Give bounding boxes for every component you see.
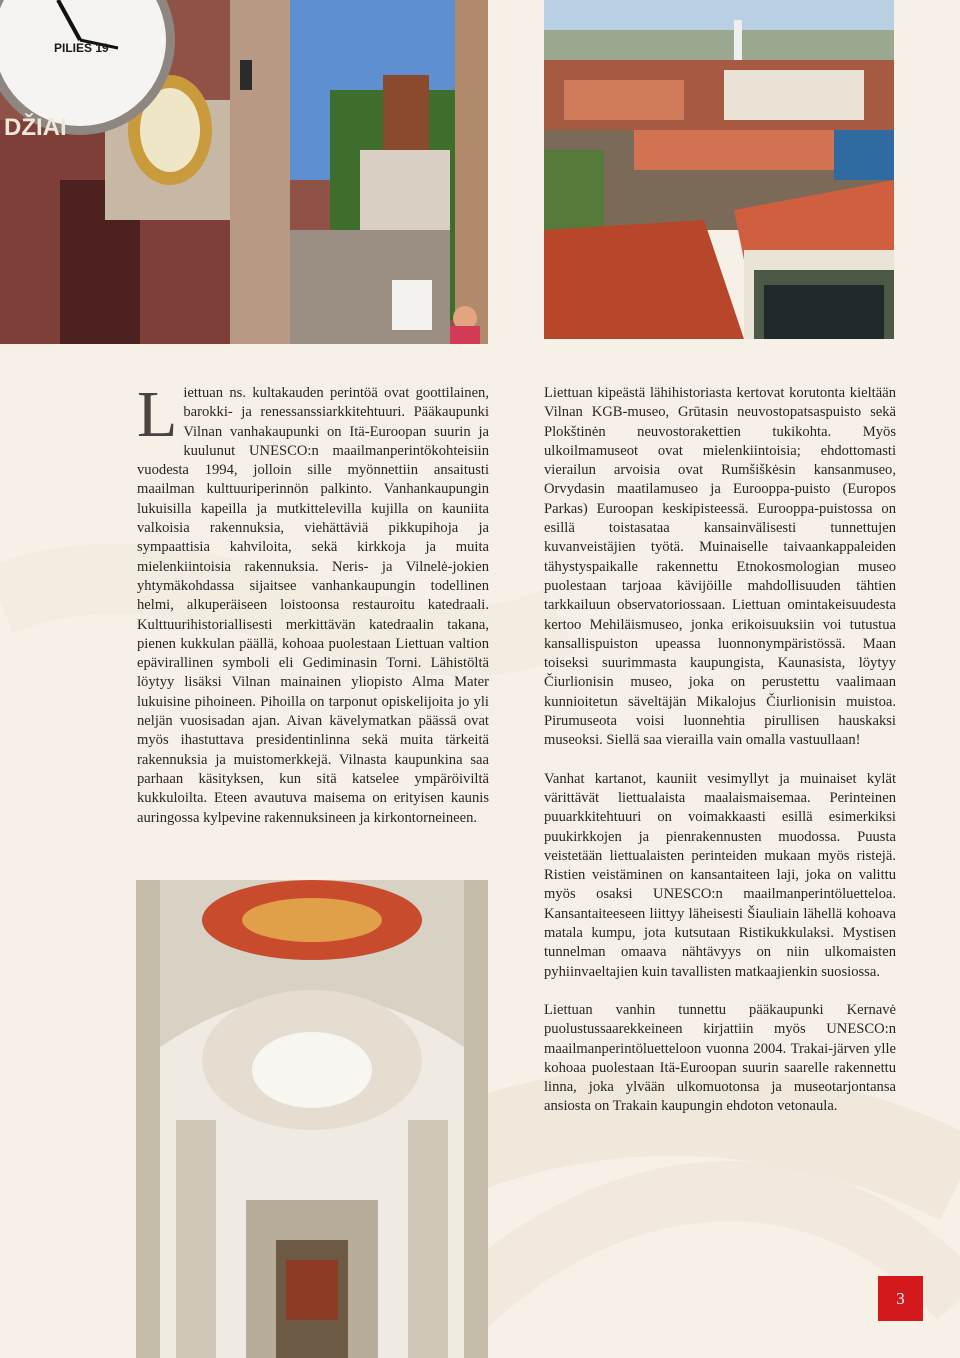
drop-cap: L	[137, 378, 178, 451]
left-column-text: iettuan ns. kultakauden perintöä ovat goottilainen, barokki- ja renessanssiarkkitehtuuri. Pääkaupunki Vilnan vanhakaupunki on Itä-Euroopan suurin ja kuulunut UNESCO:n maailmanperintökohteisiin vuodesta 1994, jolloin sille myönnettiin ansaitusti maailman kulttuuriperinnön palkinto. Vanhankaupungin lukuisilla kapeilla ja mutkittelevilla kujilla on kauniita valkoisia rakennuksia, viehättäviä pikkupihoja ja sympaattisia kahviloita, sekä kirkkoja ja muita mielenkiintoisia rakennuksia. Neris- ja Vilnelė-jokien yhtymäkohdassa sijaitsee vanhankaupungin todellinen helmi, alkuperäiseen loistoonsa restauroitu katedraali. Kulttuurihistoriallisesti merkittävän katedraalin takana, pienen kukkulan päällä, kohoaa puolestaan Liettuan valtion epävirallinen symboli eli Gediminasin Torni. Lähistöltä löytyy lisäksi Vilnan mainainen yliopisto Alma Mater lukuisine pihoineen. Pihoilla on tarponut opiskelijoita jo yli neljän vuosisadan ajan. Aivan kävelymatkan päässä ovat myös ihastuttava presidentinlinna sekä muita tärkeitä rakennuksia ja muistomerkkejä. Vilnasta kaupunkina saa parhaan käsityksen, kun sitä katselee ympäröiviltä kukkuloilta. Eteen avautuva maisema on erityisen kaunis auringossa kylpevine rakennuksineen ja kirkontorneineen.	[137, 385, 489, 826]
right-paragraph-3: Liettuan vanhin tunnettu pääkaupunki Kernavė puolustussaarekkeineen kirjattiin myös UNESCO:n maailmanperintöluetteloon vuonna 2004. Trakai-järven ylle kohoaa puolestaan Itä-Euroopan suurin saarelle rakennettu linna, joka ylvään ulkomuotonsa ja museotarjontansa ansiosta on Trakain kaupungin ehdoton vetonaula.	[544, 1001, 896, 1115]
clock-label: PILIES 19	[54, 41, 109, 55]
right-paragraph-2: Vanhat kartanot, kauniit vesimyllyt ja muinaiset kylät värittävät liettualaista maalaismaisemaa. Perinteinen puuarkkitehtuuri on voimakkaasti esillä esimerkiksi puukirkkojen ja pienrakennusten muodossa. Puusta veistetään liettualaisten perinteiden mukaan myös ristejä. Ristien veistäminen on kansantaiteen laji, joka on valittu myös osaksi UNESCO:n maailmanperintöluetteloa. Kansantaiteeseen liittyy läheisesti Šiauliain lähellä kohoava matala kumpu, jota kutsutaan Ristikukkulaksi. Mystisen tunnelman omaava nähtävyys on niin ulkomaisten pyhiinvaeltajien kuin tavallisten matkaajienkin suosiossa.	[544, 770, 896, 980]
page-number-badge: 3	[878, 1276, 923, 1321]
church-interior-photo	[136, 880, 488, 1358]
street-scene-photo	[0, 0, 488, 344]
shop-sign-text: DŽIAI	[4, 114, 67, 141]
article-left-column	[137, 378, 489, 828]
aerial-old-town-photo	[544, 0, 894, 339]
article-right-column	[544, 384, 896, 1136]
right-paragraph-1: Liettuan kipeästä lähihistoriasta kertovat korutonta kieltään Vilnan KGB-museo, Grūtasin neuvostopatsaspuisto sekä Plokštinėn neuvostorakettien tukikohta. Myös ulkoilmamuseot ovat mielenkiintoisia; ehdottomasti vierailun arvoisia ovat Rumšiškėsin kansanmuseo, Orvydasin maatilamuseo ja Eurooppa-puisto (Europos Parkas) Euroopan keskipisteessä. Eurooppa-puistossa on esillä toistasataa kansainvälisesti tunnettujen kuvanveistäjien työtä. Muinaiselle taivaankappaleiden tähystyspaikalle rakennettu Etnokosmologian museo puolestaan tarjoaa kävijöille mahdollisuuden tähtien tarkkailuun observatoriossaan. Liettuan omintakeisuudesta kertoo Mehiläismuseo, jonka erikoisuuksiin voi tutustua kansallispuiston upeassa luonnonympäristössä. Maan toiseksi suurimmasta kaupungista, Kaunasista, löytyy Čiurlionisin museo, joka on perustettu vaalimaan kunnioitetun säveltäjän Mikalojus Čiurlionisin muistoa. Pirumuseota voisi luonnehtia pirullisen hauskaksi museoksi. Siellä saa vierailla vain omalla vastuullaan!	[544, 385, 896, 749]
